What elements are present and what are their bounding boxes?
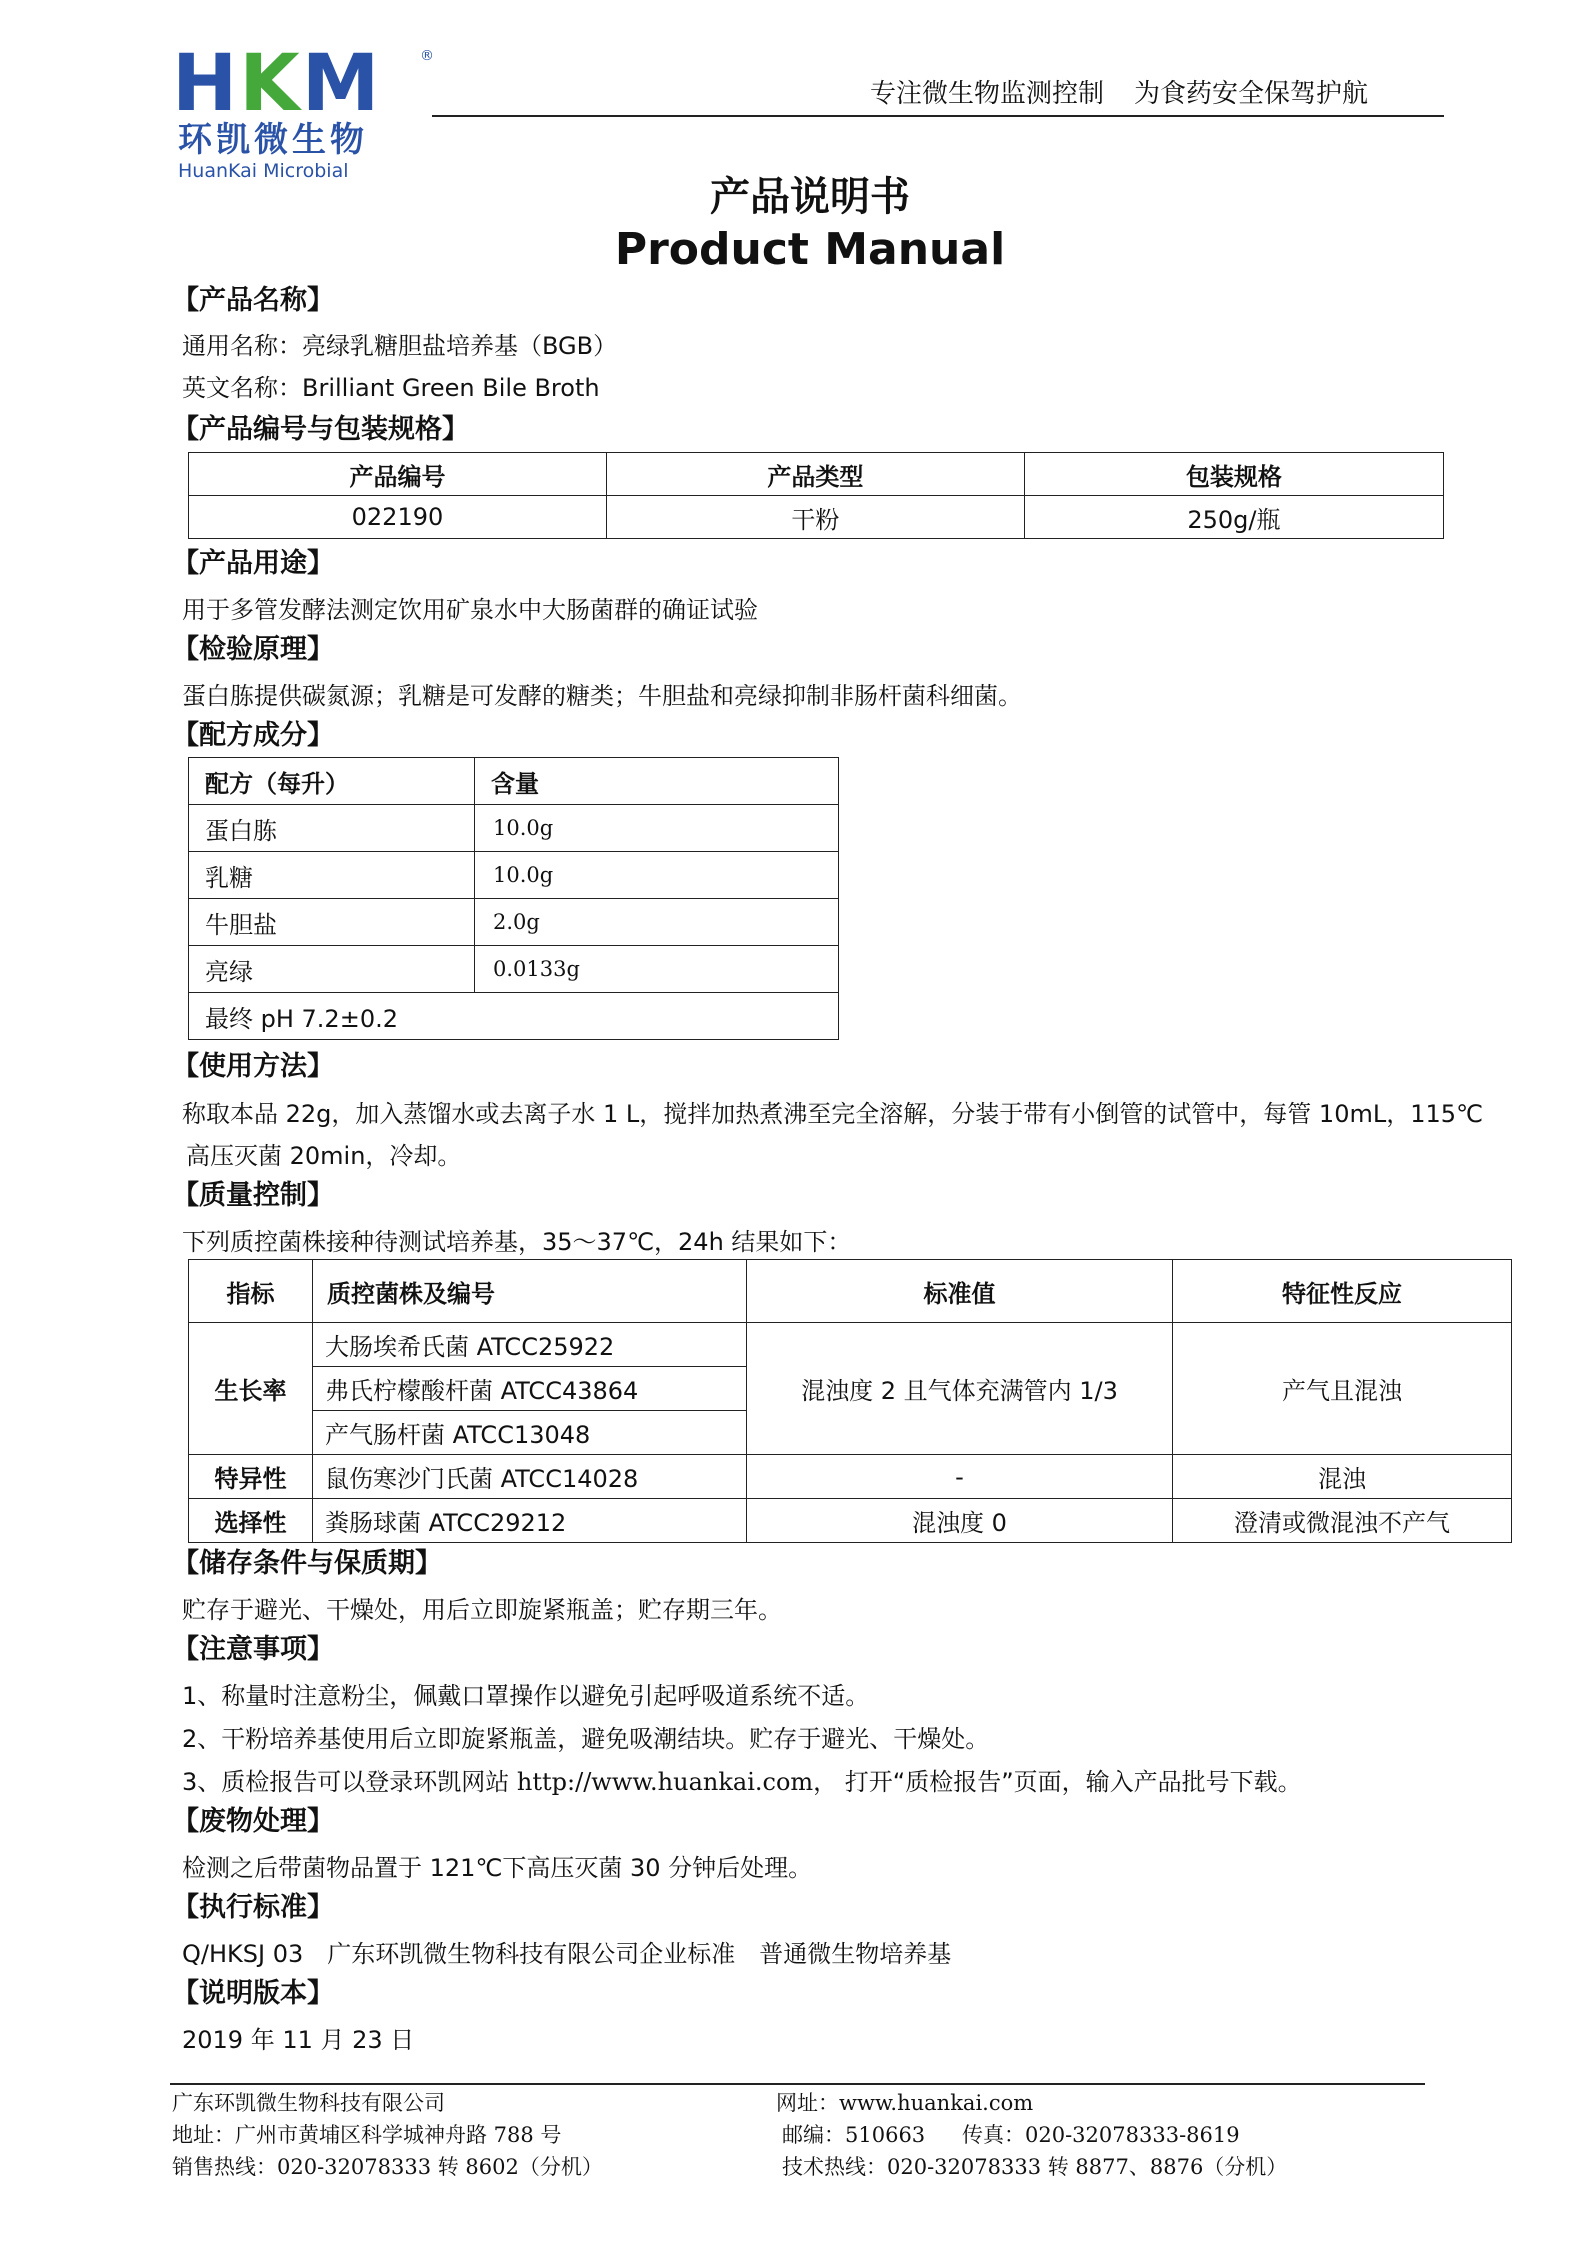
logo-chinese-name: 环凯微生物 <box>178 120 368 160</box>
header-package-spec: 包装规格 <box>1024 453 1443 496</box>
table-row <box>189 852 839 899</box>
ingredient-amount: 10.0g <box>475 852 839 899</box>
footer-postcode: 邮编：510663 <box>782 2123 926 2147</box>
footer-sales-hotline: 销售热线：020-32078333 转 8602（分机） <box>172 2155 603 2179</box>
logo-letter-m: M <box>301 39 382 129</box>
company-logo <box>172 39 472 182</box>
english-name: 英文名称：Brilliant Green Bile Broth <box>182 374 600 402</box>
ingredient-name: 亮绿 <box>189 946 475 993</box>
footer-address: 地址：广州市黄埔区科学城神舟路 788 号 <box>172 2123 562 2147</box>
specific-reaction: 混浊 <box>1173 1455 1512 1499</box>
table-row <box>189 993 839 1040</box>
note-3-prefix: 3、质检报告可以登录环凯网站 <box>182 1768 517 1796</box>
strain: 大肠埃希氏菌 ATCC25922 <box>313 1323 747 1367</box>
header-slogan <box>870 78 1368 110</box>
common-name: 通用名称：亮绿乳糖胆盐培养基（BGB） <box>182 332 618 360</box>
header-divider <box>432 115 1444 117</box>
header-strain: 质控菌株及编号 <box>313 1260 747 1323</box>
usage-text: 用于多管发酵法测定饮用矿泉水中大肠菌群的确证试验 <box>182 596 758 624</box>
header-product-type: 产品类型 <box>606 453 1024 496</box>
version-date: 2019 年 11 月 23 日 <box>182 2026 415 2054</box>
ingredient-name: 蛋白胨 <box>189 805 475 852</box>
table-header-row <box>189 1260 1512 1323</box>
ingredient-amount: 0.0133g <box>475 946 839 993</box>
logo-letter-k: K <box>239 39 302 129</box>
footer-divider <box>170 2083 1425 2085</box>
table-row <box>189 946 839 993</box>
final-ph: 最终 pH 7.2±0.2 <box>189 993 839 1040</box>
indicator-growth: 生长率 <box>189 1323 313 1455</box>
header-product-code: 产品编号 <box>189 453 607 496</box>
growth-reaction: 产气且混浊 <box>1173 1323 1512 1455</box>
section-heading-principle: 【检验原理】 <box>172 634 334 665</box>
table-row <box>189 1455 1512 1499</box>
section-heading-version: 【说明版本】 <box>172 1978 334 2009</box>
title-chinese: 产品说明书 <box>710 174 910 220</box>
standard-text: Q/HKSJ 03 广东环凯微生物科技有限公司企业标准 普通微生物培养基 <box>182 1940 952 1968</box>
indicator-specificity: 特异性 <box>189 1455 313 1499</box>
title-english: Product Manual <box>614 224 1006 275</box>
section-heading-method: 【使用方法】 <box>172 1051 334 1082</box>
strain: 弗氏柠檬酸杆菌 ATCC43864 <box>313 1367 747 1411</box>
section-heading-packaging: 【产品编号与包装规格】 <box>172 414 469 445</box>
section-heading-storage: 【储存条件与保质期】 <box>172 1548 442 1579</box>
section-heading-product-name: 【产品名称】 <box>172 285 334 316</box>
strain: 鼠伤寒沙门氏菌 ATCC14028 <box>313 1455 747 1499</box>
slogan-part-2: 为食药安全保驾护航 <box>1134 79 1369 109</box>
section-heading-qc: 【质量控制】 <box>172 1180 334 1211</box>
footer-company: 广东环凯微生物科技有限公司 <box>172 2091 445 2115</box>
footer-tech-hotline: 技术热线：020-32078333 转 8877、8876（分机） <box>782 2155 1288 2179</box>
table-header-row <box>189 758 839 805</box>
section-heading-notes: 【注意事项】 <box>172 1634 334 1665</box>
formula-table <box>188 757 839 1040</box>
selective-standard: 混浊度 0 <box>747 1499 1173 1543</box>
website-link[interactable]: http://www.huankai.com <box>516 1768 814 1796</box>
header-indicator: 指标 <box>189 1260 313 1323</box>
logo-english-name: HuanKai Microbial <box>178 160 349 182</box>
table-row <box>189 899 839 946</box>
note-2: 2、干粉培养基使用后立即旋紧瓶盖，避免吸潮结块。贮存于避光、干燥处。 <box>182 1725 990 1753</box>
table-row <box>189 1499 1512 1543</box>
ingredient-amount: 2.0g <box>475 899 839 946</box>
section-heading-waste: 【废物处理】 <box>172 1806 334 1837</box>
selective-reaction: 澄清或微混浊不产气 <box>1173 1499 1512 1543</box>
header-formula: 配方（每升） <box>189 758 475 805</box>
product-type: 干粉 <box>606 496 1024 539</box>
method-text-line-1: 称取本品 22g，加入蒸馏水或去离子水 1 L，搅拌加热煮沸至完全溶解，分装于带有小倒管的试管中，每管 10mL，115℃ <box>182 1100 1483 1128</box>
logo-letters <box>172 39 382 129</box>
product-code: 022190 <box>189 496 607 539</box>
growth-standard: 混浊度 2 且气体充满管内 1/3 <box>747 1323 1173 1455</box>
packaging-table <box>188 452 1444 539</box>
strain: 产气肠杆菌 ATCC13048 <box>313 1411 747 1455</box>
waste-text: 检测之后带菌物品置于 121℃下高压灭菌 30 分钟后处理。 <box>182 1854 813 1882</box>
indicator-selectivity: 选择性 <box>189 1499 313 1543</box>
ingredient-name: 牛胆盐 <box>189 899 475 946</box>
ingredient-amount: 10.0g <box>475 805 839 852</box>
section-heading-formula: 【配方成分】 <box>172 720 334 751</box>
logo-letter-h: H <box>172 39 240 129</box>
principle-text: 蛋白胨提供碳氮源；乳糖是可发酵的糖类；牛胆盐和亮绿抑制非肠杆菌科细菌。 <box>182 682 1022 710</box>
package-spec: 250g/瓶 <box>1024 496 1443 539</box>
section-heading-standard: 【执行标准】 <box>172 1892 334 1923</box>
strain: 粪肠球菌 ATCC29212 <box>313 1499 747 1543</box>
note-1: 1、称量时注意粉尘，佩戴口罩操作以避免引起呼吸道系统不适。 <box>182 1682 870 1710</box>
ingredient-name: 乳糖 <box>189 852 475 899</box>
note-3-suffix: ， 打开“质检报告”页面，输入产品批号下载。 <box>813 1768 1302 1796</box>
qc-intro: 下列质控菌株接种待测试培养基，35～37℃，24h 结果如下： <box>182 1228 852 1256</box>
header-reaction: 特征性反应 <box>1173 1260 1512 1323</box>
table-row <box>189 496 1444 539</box>
table-row <box>189 805 839 852</box>
qc-table <box>188 1259 1512 1543</box>
slogan-part-1: 专注微生物监测控制 <box>870 79 1105 109</box>
section-heading-usage: 【产品用途】 <box>172 548 334 579</box>
table-row <box>189 1323 1512 1367</box>
specific-standard: - <box>747 1455 1173 1499</box>
header-standard: 标准值 <box>747 1260 1173 1323</box>
storage-text: 贮存于避光、干燥处，用后立即旋紧瓶盖；贮存期三年。 <box>182 1596 782 1624</box>
header-amount: 含量 <box>475 758 839 805</box>
note-3 <box>182 1766 1302 1798</box>
footer-fax: 传真：020-32078333-8619 <box>962 2123 1240 2147</box>
footer-website: 网址：www.huankai.com <box>776 2091 1034 2115</box>
registered-mark: ® <box>420 48 434 64</box>
table-header-row <box>189 453 1444 496</box>
method-text-line-2: 高压灭菌 20min，冷却。 <box>186 1142 462 1170</box>
